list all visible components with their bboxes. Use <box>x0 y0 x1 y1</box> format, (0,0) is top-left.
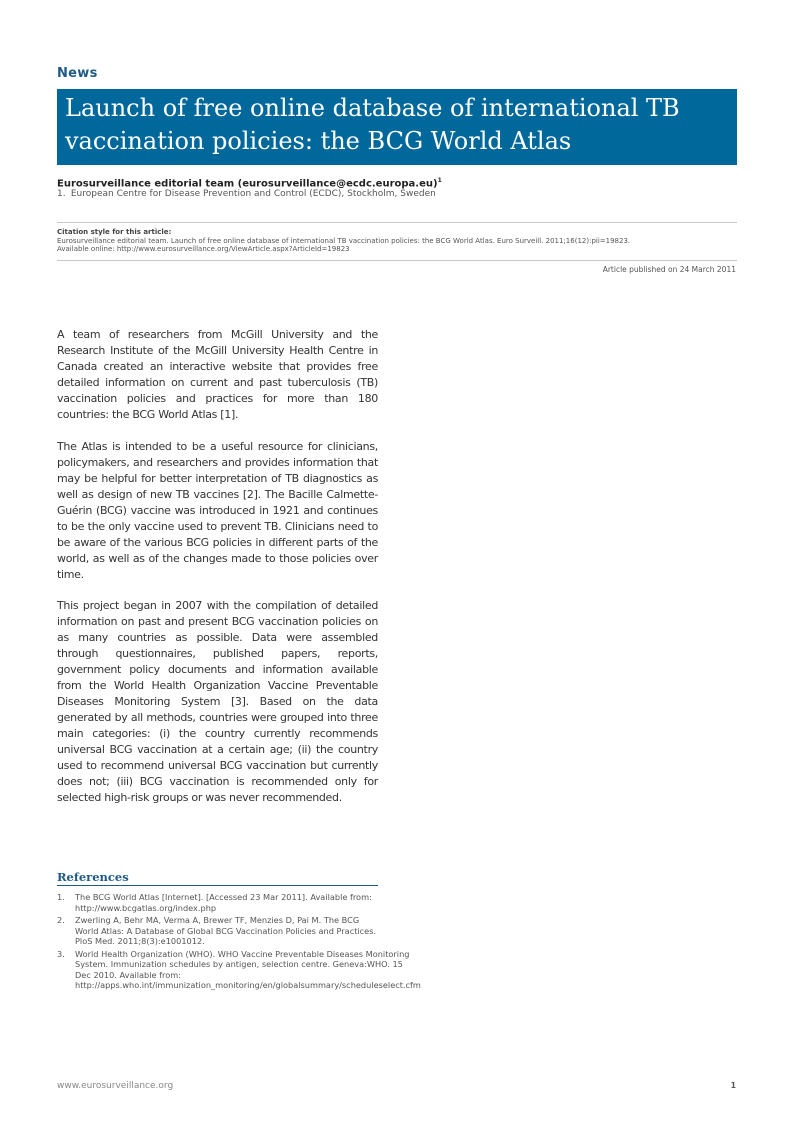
affiliation-number: 1. <box>57 189 66 199</box>
affiliation <box>57 189 436 199</box>
footer-url: www.eurosurveillance.org <box>57 1081 174 1091</box>
reference-text: Zwerling A, Behr MA, Verma A, Brewer TF, Menzies D, Pai M. The BCG World Atlas: A Database of Global BCG Vaccination Policies and Practices. PloS Med. 2011;8(3):e1001012. <box>75 915 377 946</box>
article-title: Launch of free online database of international TB vaccination policies: the BCG World Atlas <box>65 94 680 155</box>
reference-item <box>57 948 421 991</box>
references-heading: References <box>57 870 378 886</box>
reference-number: 3. <box>57 948 65 959</box>
title-band <box>57 89 737 165</box>
affiliation-mark: 1 <box>437 177 442 184</box>
references-list <box>57 892 421 991</box>
citation-label: Citation style for this article: <box>57 228 172 236</box>
affiliation-text: European Centre for Disease Prevention and Control (ECDC), Stockholm, Sweden <box>70 189 436 199</box>
reference-item <box>57 892 378 913</box>
reference-text: World Health Organization (WHO). WHO Vaccine Preventable Diseases Monitoring System. Immunization schedules by antigen, selection centre. Geneva:WHO. 15 Dec 2010. Available from: http://apps.who.int/immunization_monitoring/en/globalsummary/scheduleselect.cfm <box>75 948 421 990</box>
article-body <box>57 327 378 822</box>
citation-block <box>57 228 737 254</box>
references-section <box>57 870 421 993</box>
page-number: 1 <box>730 1081 736 1090</box>
body-paragraph: A team of researchers from McGill University and the Research Institute of the McGill University Health Centre in Canada created an interactive website that provides free detailed information on current and past tuberculosis (TB) vaccination policies and practices for more than 180 countries: the BCG World Atlas [1]. <box>57 328 378 421</box>
citation-text: Eurosurveillance editorial team. Launch of free online database of international TB vaccination policies: the BCG World Atlas. Euro Surveill. 2011;16(12):pii=19823. <box>57 236 631 245</box>
citation-available: Available online: http://www.eurosurveillance.org/ViewArticle.aspx?ArticleId=19823 <box>57 245 350 253</box>
body-paragraph: The Atlas is intended to be a useful resource for clinicians, policymakers, and researchers and provides information that may be helpful for better interpretation of TB diagnostics as well as design of new TB vaccines [2]. The Bacille Calmette-Guérin (BCG) vaccine was introduced in 1921 and continues to be the only vaccine used to prevent TB. Clinicians need to be aware of the various BCG policies in different parts of the world, as well as of the changes made to those policies over time. <box>57 439 378 581</box>
divider-top <box>57 222 737 223</box>
reference-number: 1. <box>57 892 65 902</box>
divider-bottom <box>57 260 737 261</box>
published-date: Article published on 24 March 2011 <box>602 265 736 274</box>
body-paragraph: This project began in 2007 with the compilation of detailed information on past and present BCG vaccination policies on as many countries as possible. Data were assembled through questionnaires, published papers, reports, government policy documents and information available from the World Health Organization Vaccine Preventable Diseases Monitoring System [3]. Based on the data generated by all methods, countries were grouped into three main categories: (i) the country currently recommends universal BCG vaccination at a certain age; (ii) the country used to recommend universal BCG vaccination but currently does not; (iii) BCG vaccination is recommended only for selected high-risk groups or was never recommended. <box>57 599 378 804</box>
section-label: News <box>57 66 98 81</box>
authors-text: Eurosurveillance editorial team (eurosurveillance@ecdc.europa.eu) <box>57 178 438 190</box>
reference-number: 2. <box>57 915 65 925</box>
reference-item <box>57 915 378 947</box>
authors <box>57 177 442 189</box>
reference-text: The BCG World Atlas [Internet]. [Accessed 23 Mar 2011]. Available from: http://www.bcgatlas.org/index.php <box>75 892 372 913</box>
